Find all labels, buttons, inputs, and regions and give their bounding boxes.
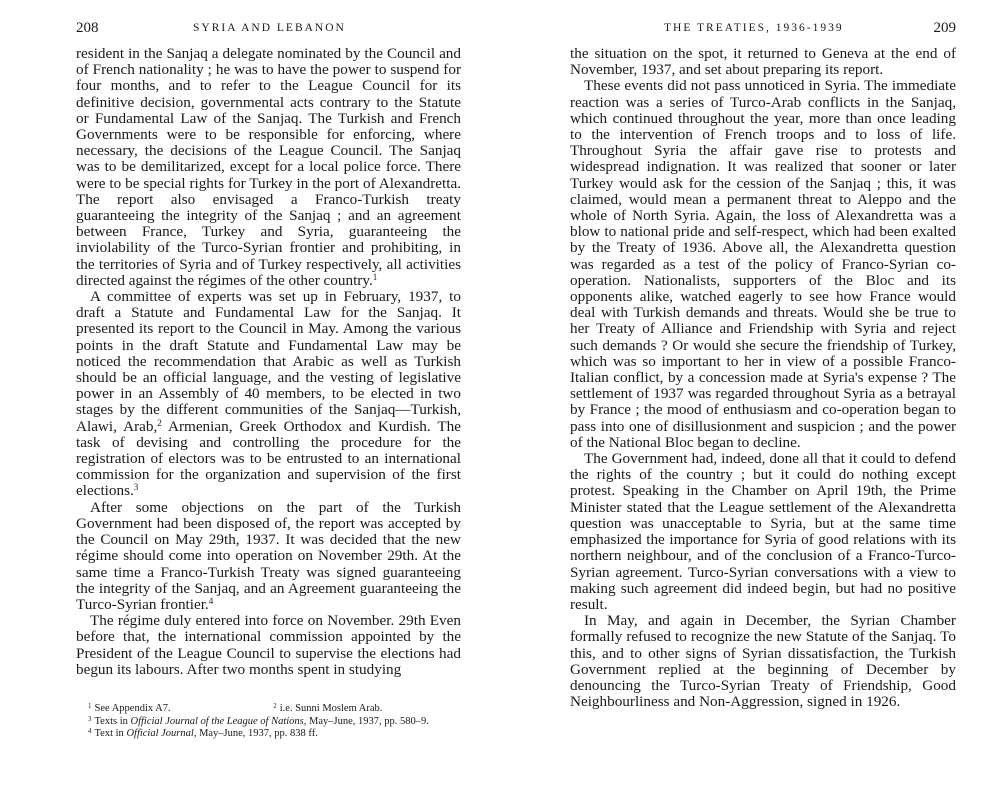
footnote-ref-2: 2 [157, 417, 162, 428]
footnote-ref-1: 1 [372, 271, 378, 282]
right-paragraph-2: These events did not pass unnoticed in Syria. The immediate reaction was a series of Turco-Arab conflicts in the Sanjaq, which continued throughout the year, more than once leading to the intervention of French troops and to loss of life. Throughout Syria the affair gave rise to protests and widespread indignation. It was realized that sooner or later Turkey would ask for the cession of the Sanjaq ; this, it was claimed, would mean a permanent threat to Aleppo and the whole of North Syria. Again, the loss of Alexandretta was a blow to national pride and self-respect, which had been exalted by the Treaty of 1936. Above all, the Alexandretta question was regarded as a test of the policy of Franco-Syrian co-operation. Nationalists, supporters of the Bloc and its opponents alike, watched eagerly to see how France would deal with Turkish demands and threats. Would she be true to her Treaty of Alliance and Friendship with Syria and reject such demands ? Or would she secure the friendship of Turkey, which was so important to her in view of a possible Franco-Italian conflict, by a concession made at Syria's expense ? The settlement of 1937 was regarded throughout Syria as a betrayal by France ; the mood of enthusiasm and co-operation began to pass into one of disillusionment and suspicion ; and the power of the National Bloc began to decline. [570, 77, 956, 451]
footnote-3: $^3$ Texts in Official Journal of the League of Nations, May–June, 1937, pp. 580–9. [88, 714, 429, 727]
left-footnotes [88, 703, 468, 741]
right-page-header [570, 20, 956, 40]
left-paragraph-2: A committee of experts was set up in February, 1937, to draft a Statute and Fundamental Law for the Sanjaq. It presented its report to the Council in May. Among the various points in the draft Statute and Fundamental Law may be noticed the recommendation that Arabic as well as Turkish should be an official language, and the vesting of legislative power in an Assembly of 40 members, to be elected in two stages by the different communities of the Sanjaq—Turkish, Alawi, Arab,$^2$ Armenian, Greek Orthodox and Kurdish. The task of devising and controlling the procedure for the registration of electors was to be entrusted to an international commission for the organization and supervision of the first elections.$^3$ [76, 288, 461, 500]
footnote-ref-3: 3 [133, 482, 139, 493]
footnote-4: $^4$ Text in Official Journal, May–June, 1937, pp. 838 ff. [88, 727, 318, 739]
right-running-head: THE TREATIES, 1936-1939 [664, 22, 844, 34]
left-page-header [76, 20, 461, 40]
right-paragraph-4: In May, and again in December, the Syrian Chamber formally refused to recognize the new Statute of the Sanjaq. To this, and to other signs of Syrian dissatisfaction, the Turkish Government replied at the beginning of December by denouncing the Turco-Syrian Treaty of Friendship, Good Neighbourliness and Non-Aggression, signed in 1926. [570, 612, 956, 711]
footnote-line-1: $^1$ See Appendix A7. $^2$ i.e. Sunni Moslem Arab. [88, 702, 383, 714]
left-paragraph-1: resident in the Sanjaq a delegate nominated by the Council and of French nationality ; he was to have the power to suspend for four months, and to refer to the League Council for its definitive decision, governmental acts contrary to the Statute or Fundamental Law of the Sanjaq. The Turkish and French Governments were to be responsible for enforcing, where necessary, the decisions of the League Council. The Sanjaq was to be demilitarized, except for a local police force. There were to be special rights for Turkey in the port of Alexandretta. The report also envisaged a Franco-Turkish treaty guaranteeing the integrity of the Sanjaq ; and an agreement between France, Turkey and Syria, guaranteeing the inviolability of the Turco-Syrian frontier and prohibiting, in the territories of Syria and of Turkey respectively, all activities directed against the régimes of the other country.$^1$ [76, 45, 461, 289]
right-page-body [570, 46, 956, 710]
footnote-ref-4: 4 [208, 595, 214, 606]
footnote-1: See Appendix A7. [94, 703, 171, 714]
left-paragraph-4: The régime duly entered into force on November. 29th Even before that, the international commission appointed by the President of the League Council to supervise the elections had begun its labours. After two months spent in studying [76, 612, 461, 678]
right-page [499, 0, 998, 795]
left-page-number: 208 [76, 20, 99, 36]
right-paragraph-3: The Government had, indeed, done all that it could to defend the rights of the country ; but it could do nothing except protest. Speaking in the Chamber on April 19th, the Prime Minister stated that the League settlement of the Alexandretta question was unacceptable to Syria, but at the same time emphasized the importance for Syria of good relations with its northern neighbour, and of the conclusion of a Franco-Turco-Syrian agreement. Turco-Syrian conversations with a view to making such agreement did indeed begin, but had no positive result. [570, 450, 956, 613]
right-paragraph-1: the situation on the spot, it returned to Geneva at the end of November, 1937, and set about preparing its report. [570, 45, 956, 79]
left-paragraph-3: After some objections on the part of the Turkish Government had been disposed of, the report was accepted by the Council on May 29th, 1937. It was decided that the new régime should come into operation on November 29th. At the same time a Franco-Turkish Treaty was signed guaranteeing the integrity of the Sanjaq, and an Agreement guaranteeing the Turco-Syrian frontier.$^4$ [76, 498, 461, 613]
left-running-head: SYRIA AND LEBANON [193, 22, 346, 34]
left-page-body [76, 46, 461, 678]
right-page-number: 209 [933, 20, 956, 36]
footnote-2: i.e. Sunni Moslem Arab. [279, 703, 383, 714]
